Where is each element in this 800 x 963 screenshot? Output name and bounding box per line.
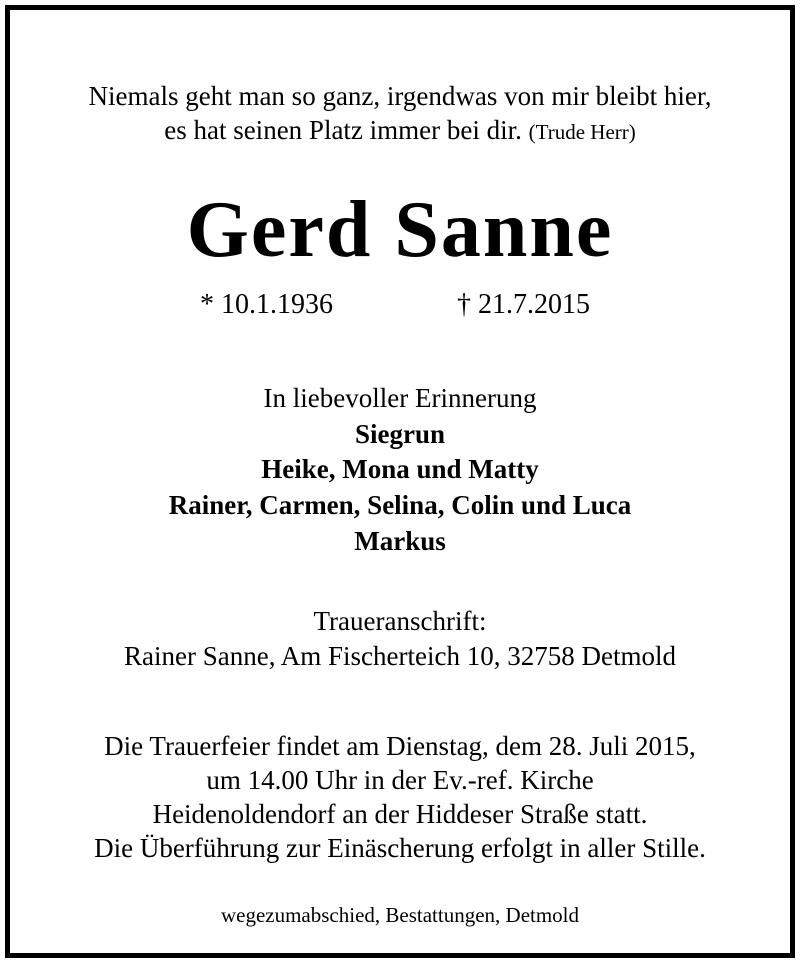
- deceased-name: Gerd Sanne: [186, 186, 614, 274]
- quote-line-2: [10, 114, 790, 148]
- ceremony-line: Die Überführung zur Einäscherung erfolgt in aller Stille.: [94, 833, 706, 863]
- address-label: Traueranschrift:: [313, 606, 487, 636]
- mourner-line: Siegrun: [354, 419, 446, 449]
- quote-text: es hat seinen Platz immer bei dir.: [164, 115, 522, 145]
- death-date: † 21.7.2015: [457, 289, 590, 320]
- address-value: Rainer Sanne, Am Fischerteich 10, 32758 Detmold: [124, 641, 676, 671]
- undertaker-credit: wegezumabschied, Bestattungen, Detmold: [220, 903, 580, 927]
- birth-date: * 10.1.1936: [200, 289, 333, 320]
- quote-attribution: (Trude Herr): [528, 120, 636, 144]
- ceremony-line: um 14.00 Uhr in der Ev.-ref. Kirche: [206, 765, 594, 795]
- mourner-line: Heike, Mona und Matty: [261, 454, 539, 484]
- obituary-frame: [5, 5, 795, 958]
- mourner-line: Markus: [354, 526, 446, 556]
- remembrance-intro: In liebevoller Erinnerung: [263, 383, 537, 413]
- ceremony-line: Die Trauerfeier findet am Dienstag, dem 28. Juli 2015,: [104, 731, 696, 761]
- ceremony-line: Heidenoldendorf an der Hiddeser Straße statt.: [152, 799, 648, 829]
- mourner-line: Rainer, Carmen, Selina, Colin und Luca: [168, 490, 632, 520]
- quote-line-1: Niemals geht man so ganz, irgendwas von mir bleibt hier,: [88, 81, 712, 111]
